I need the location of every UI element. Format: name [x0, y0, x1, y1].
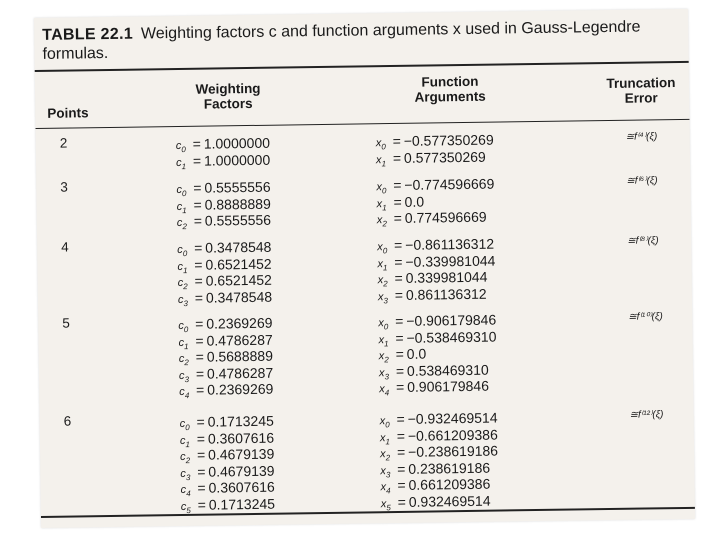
header-rule: [36, 119, 690, 129]
equals-sign: =: [193, 196, 202, 213]
args-value: 0.238619186: [408, 459, 491, 477]
equals-sign: =: [394, 286, 404, 303]
weights-value: 0.4786287: [206, 364, 274, 382]
equals-sign: =: [396, 410, 405, 427]
weights-entry: [179, 381, 273, 401]
args-value: 0.906179846: [407, 377, 490, 395]
points-value: 4: [61, 239, 69, 255]
args-symbol-letter: x: [380, 448, 386, 461]
args-symbol-letter: x: [379, 431, 386, 444]
weights-value: 0.2369269: [206, 314, 273, 332]
args-symbol-subscript: 0: [383, 322, 389, 332]
header-truncation-error: [603, 75, 679, 106]
equals-sign: =: [395, 345, 404, 362]
args-value: −0.861136312: [405, 235, 495, 253]
args-symbol-subscript: 4: [384, 388, 390, 398]
equals-sign: =: [197, 479, 206, 496]
weights-symbol: [179, 386, 193, 400]
args-symbol-letter: x: [375, 153, 382, 166]
args-symbol-subscript: 0: [381, 142, 386, 152]
args-symbol-letter: x: [380, 481, 387, 494]
args-symbol-letter: x: [376, 197, 383, 210]
header-truncation-line1: Truncation: [606, 75, 676, 92]
args-symbol-subscript: 2: [382, 219, 387, 229]
header-weighting-line2: Factors: [203, 95, 253, 112]
args-symbol-subscript: 3: [383, 295, 388, 305]
weights-symbol: [177, 217, 191, 231]
weights-value: 0.5555556: [204, 178, 271, 196]
header-points: Points: [47, 105, 89, 121]
equals-sign: =: [395, 378, 405, 395]
args-value: −0.906179846: [406, 311, 497, 329]
weights-symbol-letter: c: [177, 243, 183, 257]
args-value: −0.661209386: [407, 426, 498, 444]
weights-symbol-subscript: 3: [184, 374, 190, 384]
args-value: −0.538469310: [406, 328, 497, 346]
args-symbol-letter: x: [375, 137, 382, 150]
truncation-error-value: ≅f⁽⁸⁾(ξ): [627, 235, 659, 247]
args-symbol-letter: x: [376, 214, 383, 227]
equals-sign: =: [195, 315, 204, 332]
weights-symbol-subscript: 1: [185, 439, 190, 449]
equals-sign: =: [194, 272, 203, 289]
args-symbol-subscript: 0: [381, 186, 387, 196]
args-value: 0.861136312: [405, 285, 487, 303]
args-value: −0.932469514: [407, 409, 498, 427]
weights-symbol-subscript: 1: [182, 205, 187, 215]
equals-sign: =: [393, 236, 403, 253]
args-value: 0.774596669: [404, 208, 487, 226]
args-entry: [376, 176, 494, 196]
weights-value: 0.1713245: [208, 495, 276, 513]
weights-symbol-subscript: 2: [184, 358, 189, 368]
weights-symbol-letter: c: [175, 156, 182, 169]
equals-sign: =: [392, 132, 401, 150]
args-value: 0.538469310: [406, 361, 489, 379]
equals-sign: =: [395, 362, 405, 379]
points-value: 5: [62, 315, 70, 331]
weights-entry: [176, 151, 270, 171]
equals-sign: =: [393, 176, 402, 193]
weights-symbol-letter: c: [176, 200, 183, 213]
weights-symbol-letter: c: [177, 293, 184, 306]
args-symbol-letter: x: [376, 181, 382, 194]
weights-entry: [177, 212, 271, 232]
equals-sign: =: [394, 253, 403, 270]
weights-symbol-letter: c: [180, 467, 186, 480]
header-weighting-line1: Weighting: [195, 80, 261, 97]
equals-sign: =: [195, 348, 204, 365]
weights-symbol-letter: c: [179, 417, 186, 431]
args-value: 0.932469514: [408, 492, 491, 510]
weights-value: 0.3607616: [207, 429, 275, 447]
weights-symbol: [178, 293, 192, 307]
equals-sign: =: [192, 135, 201, 152]
weights-symbol: [181, 500, 195, 514]
args-symbol-subscript: 0: [385, 420, 390, 430]
args-value: −0.577350269: [403, 131, 494, 149]
equals-sign: =: [193, 179, 202, 196]
weights-symbol-letter: c: [179, 434, 186, 447]
equals-sign: =: [196, 381, 205, 398]
truncation-error-value: ≅f⁽¹⁰⁾(ξ): [628, 311, 663, 323]
header-truncation-line2: Error: [624, 90, 658, 106]
equals-sign: =: [393, 209, 403, 226]
args-symbol-subscript: 1: [385, 436, 390, 446]
args-symbol-letter: x: [378, 333, 385, 346]
equals-sign: =: [195, 332, 204, 349]
points-value: 3: [60, 179, 68, 195]
weights-value: 0.3607616: [208, 478, 275, 496]
weights-symbol-letter: c: [176, 216, 183, 230]
args-symbol-letter: x: [378, 366, 385, 379]
args-symbol-subscript: 1: [382, 202, 387, 212]
header-function-line1: Function: [421, 73, 479, 90]
weights-value: 0.3478548: [205, 288, 273, 306]
equals-sign: =: [196, 413, 205, 430]
header-function-line2: Arguments: [414, 88, 486, 105]
book-page: [34, 9, 695, 528]
equals-sign: =: [395, 312, 404, 329]
args-symbol-subscript: 1: [384, 338, 389, 348]
weights-symbol-subscript: 0: [183, 325, 189, 335]
weights-symbol-subscript: 0: [182, 249, 188, 259]
equals-sign: =: [394, 269, 403, 286]
weights-symbol-subscript: 1: [184, 341, 189, 351]
equals-sign: =: [393, 193, 402, 210]
weights-symbol-letter: c: [176, 183, 182, 197]
weights-value: 0.6521452: [205, 271, 272, 289]
args-symbol-subscript: 2: [384, 355, 389, 365]
equals-sign: =: [396, 443, 406, 460]
points-value: 2: [59, 135, 68, 151]
weights-symbol-subscript: 1: [181, 161, 187, 171]
args-symbol-subscript: 4: [386, 486, 391, 496]
weights-symbol-subscript: 2: [185, 456, 191, 466]
args-value: 0.661209386: [408, 475, 491, 493]
weights-value: 0.3478548: [205, 238, 272, 256]
weights-symbol-letter: c: [177, 260, 184, 273]
weights-symbol-subscript: 1: [182, 265, 188, 275]
args-symbol-subscript: 0: [382, 246, 388, 256]
weights-symbol-subscript: 3: [183, 298, 189, 308]
equals-sign: =: [397, 493, 406, 510]
args-symbol-letter: x: [377, 274, 384, 287]
weights-value: 0.2369269: [207, 380, 274, 398]
table-label: TABLE 22.1: [42, 25, 134, 44]
table-caption: [42, 17, 672, 64]
equals-sign: =: [196, 430, 206, 447]
weights-value: 0.1713245: [207, 412, 274, 430]
weights-symbol-subscript: 0: [181, 145, 186, 155]
equals-sign: =: [192, 152, 202, 169]
args-symbol-letter: x: [378, 317, 384, 330]
equals-sign: =: [392, 149, 402, 166]
weights-symbol-letter: c: [178, 319, 184, 333]
args-symbol: [381, 498, 395, 512]
weights-value: 1.0000000: [203, 151, 271, 169]
args-symbol-letter: x: [379, 383, 385, 396]
args-symbol-subscript: 2: [383, 279, 388, 289]
equals-sign: =: [397, 460, 406, 477]
weights-value: 0.8888889: [204, 195, 271, 213]
args-symbol-letter: x: [380, 497, 387, 510]
weights-symbol-subscript: 5: [186, 505, 191, 515]
equals-sign: =: [196, 446, 206, 463]
equals-sign: =: [193, 212, 203, 229]
weights-value: 0.4679139: [208, 462, 275, 480]
args-entry: [379, 378, 489, 398]
equals-sign: =: [195, 365, 205, 382]
equals-sign: =: [194, 289, 204, 306]
weights-symbol-subscript: 2: [183, 282, 188, 292]
args-symbol: [379, 383, 393, 397]
table-caption-text: Weighting factors c and function arguments x used in Gauss-Legendre formulas.: [42, 18, 641, 63]
equals-sign: =: [197, 463, 206, 480]
args-symbol-letter: x: [378, 350, 385, 363]
args-symbol: [376, 154, 390, 168]
equals-sign: =: [194, 239, 203, 256]
args-value: −0.238619186: [407, 442, 499, 460]
header-weighting-factors: [183, 81, 273, 112]
args-entry: [378, 328, 496, 348]
weights-symbol-subscript: 0: [185, 423, 190, 433]
weights-symbol: [176, 156, 190, 170]
weights-symbol-letter: c: [175, 139, 182, 153]
args-value: 0.0: [406, 345, 427, 362]
args-symbol-letter: x: [379, 415, 386, 428]
equals-sign: =: [197, 496, 207, 513]
weights-entry: [181, 495, 275, 515]
weights-symbol-subscript: 2: [182, 222, 187, 232]
weights-value: 0.4786287: [206, 331, 273, 349]
weights-symbol-subscript: 4: [184, 391, 190, 401]
weights-symbol-letter: c: [178, 352, 185, 366]
truncation-error-value: ≅f⁽¹²⁾(ξ): [629, 409, 664, 421]
equals-sign: =: [397, 476, 406, 493]
args-symbol-letter: x: [380, 464, 386, 477]
args-symbol-subscript: 2: [385, 453, 391, 463]
args-entry: [377, 209, 487, 229]
weights-symbol-letter: c: [180, 500, 187, 513]
weights-symbol-letter: c: [177, 276, 184, 290]
weights-value: 0.5688889: [206, 347, 274, 365]
weights-value: 0.5555556: [204, 211, 272, 229]
equals-sign: =: [395, 329, 404, 346]
weights-symbol-letter: c: [178, 336, 185, 349]
args-value: 0.339981044: [405, 268, 488, 286]
weights-symbol-letter: c: [180, 450, 186, 464]
args-value: 0.0: [404, 193, 425, 210]
args-entry: [378, 285, 487, 305]
args-symbol-subscript: 3: [384, 371, 390, 381]
truncation-error-value: ≅f⁽⁴⁾(ξ): [625, 131, 658, 143]
weights-symbol-subscript: 4: [186, 489, 191, 499]
args-symbol-subscript: 3: [385, 469, 391, 479]
args-symbol-subscript: 5: [386, 502, 391, 512]
args-symbol: [378, 291, 392, 305]
args-symbol-letter: x: [377, 257, 384, 270]
args-value: −0.774596669: [404, 175, 495, 193]
weights-value: 0.6521452: [205, 255, 272, 273]
weights-symbol-letter: c: [178, 369, 185, 382]
weights-entry: [178, 288, 272, 308]
weights-symbol-subscript: 0: [181, 189, 187, 199]
args-symbol: [377, 214, 391, 228]
args-value: 0.577350269: [403, 148, 486, 166]
weights-symbol-letter: c: [180, 483, 187, 496]
header-function-arguments: [395, 73, 505, 105]
truncation-error-value: ≅f⁽⁶⁾(ξ): [626, 175, 658, 187]
args-symbol-subscript: 1: [381, 158, 387, 168]
args-symbol-letter: x: [377, 290, 384, 303]
points-value: 6: [63, 413, 72, 429]
weights-value: 0.4679139: [208, 445, 275, 463]
weights-symbol-letter: c: [179, 385, 185, 399]
equals-sign: =: [194, 256, 203, 273]
args-value: −0.339981044: [405, 252, 496, 270]
args-symbol-letter: x: [377, 241, 383, 254]
equals-sign: =: [396, 427, 406, 444]
args-symbol-subscript: 1: [382, 262, 388, 272]
weights-symbol-subscript: 3: [185, 472, 191, 482]
args-entry: [376, 148, 486, 168]
weights-value: 1.0000000: [203, 134, 271, 152]
bottom-rule: [41, 507, 695, 518]
